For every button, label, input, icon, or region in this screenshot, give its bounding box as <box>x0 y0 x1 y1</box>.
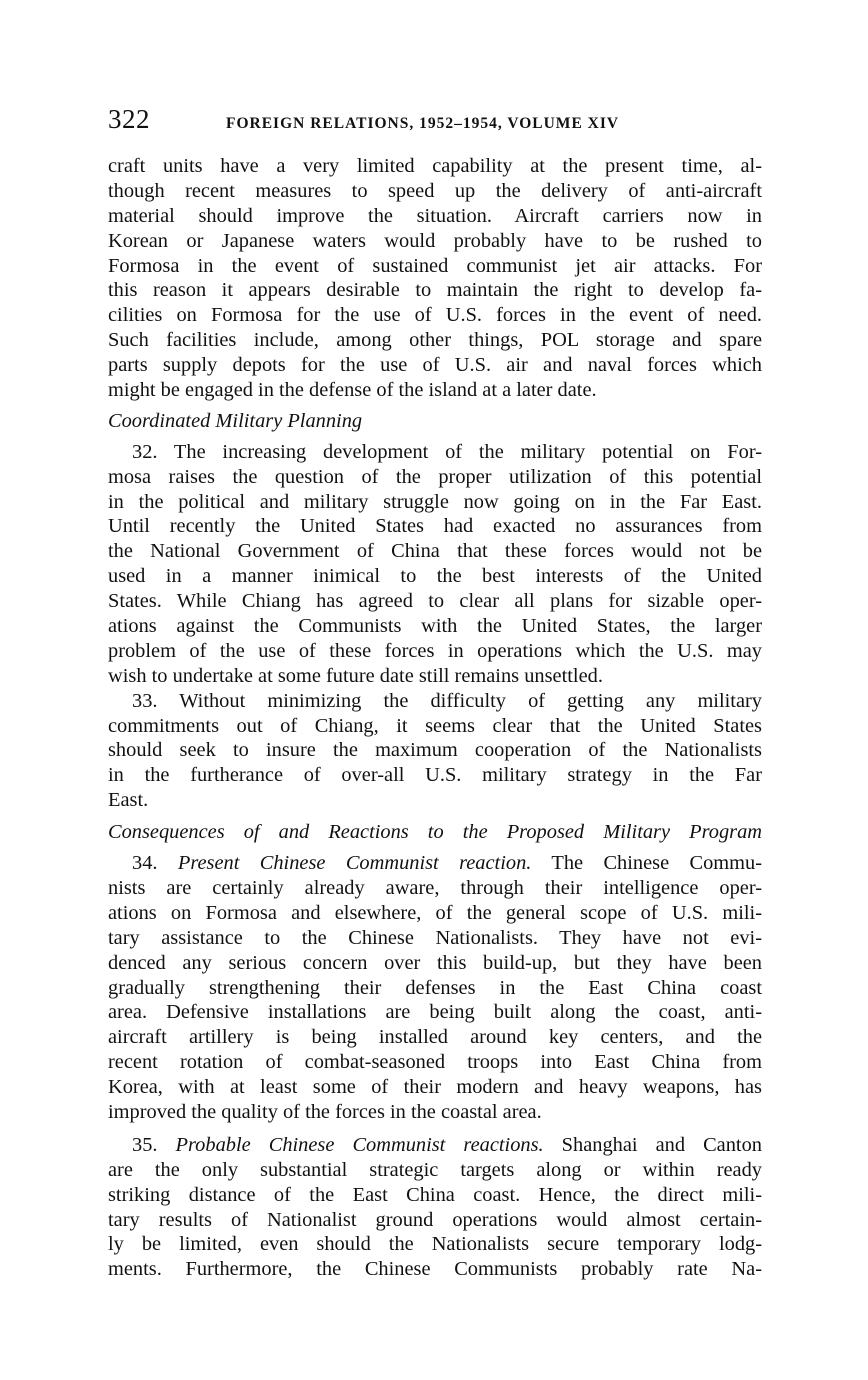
text-line: Korean or Japanese waters would probably have to be rushed to <box>108 229 762 252</box>
paragraph-35 <box>108 1133 762 1282</box>
page-number: 322 <box>108 104 150 134</box>
running-head: FOREIGN RELATIONS, 1952–1954, VOLUME XIV <box>226 115 620 132</box>
text-line: Until recently the United States had exacted no assurances from <box>108 515 762 538</box>
text-line: though recent measures to speed up the delivery of anti-aircraft <box>108 179 762 202</box>
text-line: are the only substantial strategic targets along or within ready <box>108 1158 762 1181</box>
paragraph-title: Present Chinese Communist reaction. <box>177 852 532 875</box>
text-line: ments. Furthermore, the Chinese Communists probably rate Na- <box>108 1258 762 1281</box>
section-heading-coordinated-military-planning: Coordinated Military Planning <box>108 409 363 432</box>
text-line: wish to undertake at some future date still remains unsettled. <box>108 664 603 687</box>
text-line: commitments out of Chiang, it seems clear that the United States <box>108 714 762 737</box>
paragraph-34 <box>108 851 762 1125</box>
text-line: problem of the use of these forces in operations which the U.S. may <box>108 639 762 662</box>
paragraph-33 <box>108 689 762 813</box>
paragraph-32 <box>108 440 762 689</box>
paragraph-number: 35. <box>132 1133 158 1156</box>
text-span: The Chinese Commu- <box>551 852 763 875</box>
text-line: improved the quality of the forces in the coastal area. <box>108 1100 542 1123</box>
text-line: tary assistance to the Chinese Nationalists. They have not evi- <box>108 926 762 949</box>
text-line: material should improve the situation. Aircraft carriers now in <box>108 204 762 227</box>
text-line: States. While Chiang has agreed to clear all plans for sizable oper- <box>108 590 762 613</box>
text-line: the National Government of China that these forces would not be <box>108 540 762 563</box>
text-line: gradually strengthening their defenses in the East China coast <box>108 976 762 999</box>
text-line: in the political and military struggle now going on in the Far East. <box>108 490 762 513</box>
text-line: in the furtherance of over-all U.S. military strategy in the Far <box>108 764 762 787</box>
text-line: denced any serious concern over this build-up, but they have been <box>108 951 762 974</box>
text-line: cilities on Formosa for the use of U.S. forces in the event of need. <box>108 304 762 327</box>
paragraph-number: 34. <box>132 852 158 875</box>
paragraph-title: Probable Chinese Communist reactions. <box>175 1133 544 1156</box>
text-line: aircraft artillery is being installed around key centers, and the <box>108 1026 762 1049</box>
text-line: 32. The increasing development of the military potential on For- <box>132 440 762 463</box>
page-header <box>108 104 762 154</box>
text-line: area. Defensive installations are being built along the coast, anti- <box>108 1001 762 1024</box>
text-span: Shanghai and Canton <box>561 1133 762 1156</box>
text-line: recent rotation of combat-seasoned troops into East China from <box>108 1051 762 1074</box>
text-line: striking distance of the East China coast. Hence, the direct mili- <box>108 1183 762 1206</box>
text-line: used in a manner inimical to the best interests of the United <box>108 565 762 588</box>
text-line: mosa raises the question of the proper utilization of this potential <box>108 465 762 488</box>
text-line: tary results of Nationalist ground operations would almost certain- <box>108 1208 762 1231</box>
text-line: ly be limited, even should the Nationalists secure temporary lodg- <box>108 1233 762 1256</box>
paragraph-continued <box>108 154 762 403</box>
text-line: this reason it appears desirable to maintain the right to develop fa- <box>108 279 762 302</box>
text-line: 33. Without minimizing the difficulty of getting any military <box>132 689 762 712</box>
text-line <box>108 851 762 876</box>
document-page <box>108 104 762 1282</box>
text-line: Such facilities include, among other things, POL storage and spare <box>108 329 762 352</box>
text-line: parts supply depots for the use of U.S. air and naval forces which <box>108 354 762 377</box>
text-line: craft units have a very limited capability at the present time, al- <box>108 155 762 177</box>
text-line: ations against the Communists with the United States, the larger <box>108 615 762 638</box>
section-heading-consequences: Consequences of and Reactions to the Proposed Military Program <box>108 821 762 844</box>
text-line: might be engaged in the defense of the island at a later date. <box>108 379 597 402</box>
text-line: Korea, with at least some of their modern and heavy weapons, has <box>108 1076 762 1099</box>
text-line: ations on Formosa and elsewhere, of the general scope of U.S. mili- <box>108 901 762 924</box>
text-line: nists are certainly already aware, through their intelligence oper- <box>108 876 762 899</box>
text-line: Formosa in the event of sustained communist jet air attacks. For <box>108 254 762 277</box>
text-line: East. <box>108 789 149 812</box>
text-line <box>108 1133 762 1158</box>
text-line: should seek to insure the maximum cooperation of the Nationalists <box>108 739 762 762</box>
